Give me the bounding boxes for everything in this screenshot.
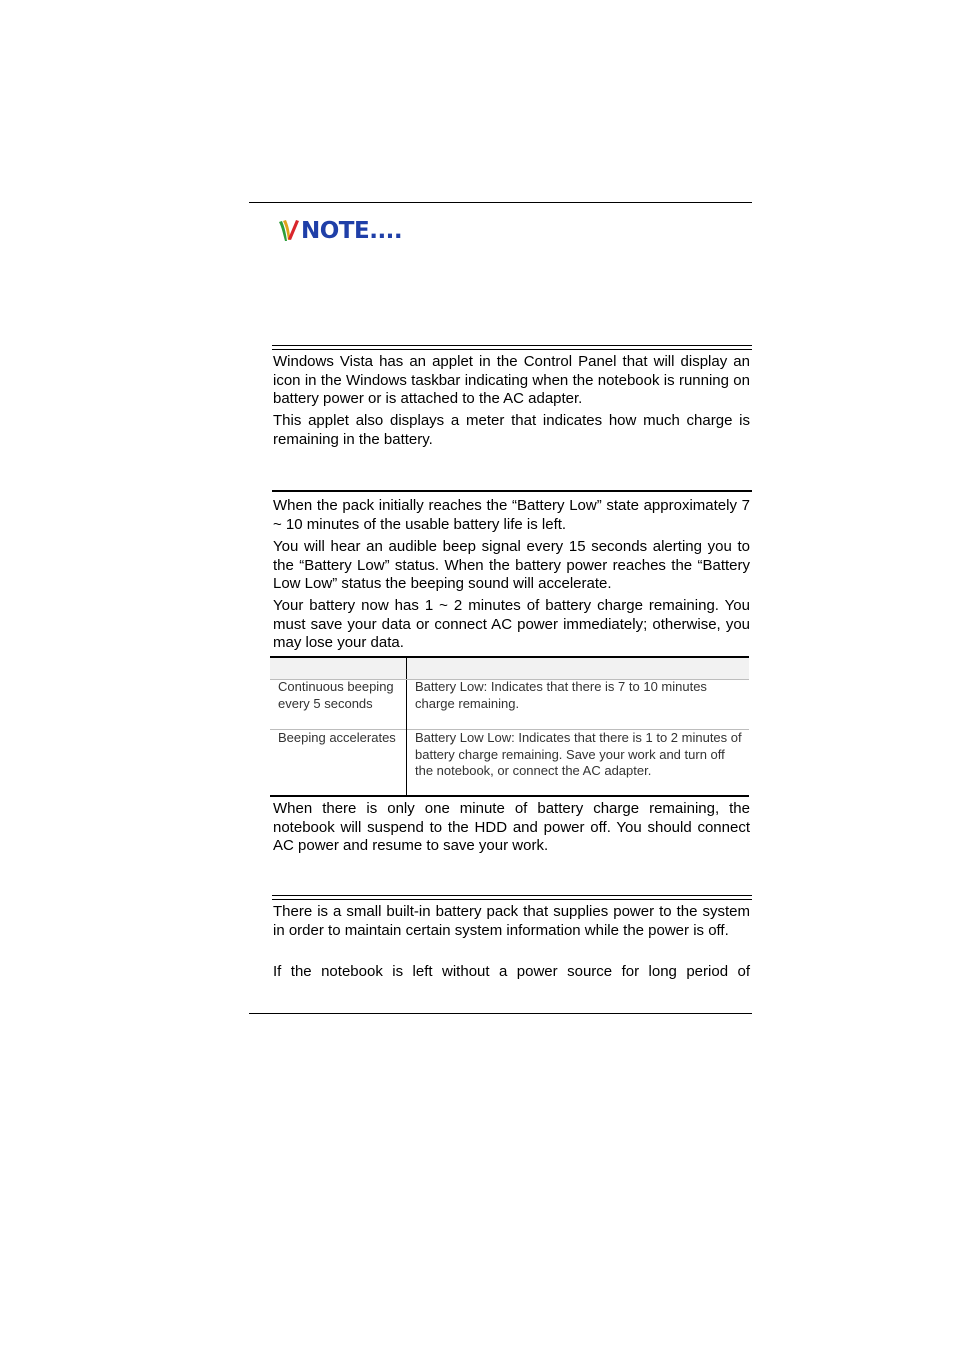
battery-low-paragraph-3: Your battery now has 1 ~ 2 minutes of battery charge remaining. You must save your data or connect AC power immediately; otherwise, you may lose your data. [273, 597, 750, 652]
table-bottom-border [270, 795, 749, 797]
table-cell-signal-2: Beeping accelerates [278, 730, 396, 745]
section-rule-rtc [272, 895, 752, 900]
footer-rule [249, 1013, 752, 1014]
header-rule [249, 202, 752, 203]
note-logo-text: NOTE.... [301, 218, 403, 244]
applet-paragraph-2: This applet also displays a meter that indicates how much charge is remaining in the battery. [273, 412, 750, 448]
rtc-paragraph-2: If the notebook is left without a power source for long period of [273, 963, 750, 980]
battery-low-paragraph-2: You will hear an audible beep signal every 15 seconds alerting you to the “Battery Low” status. When the battery power reaches the “Battery Low Low” status the beeping sound will accelerate. [273, 538, 750, 593]
rtc-paragraph-1: There is a small built-in battery pack that supplies power to the system in order to maintain certain system information while the power is off. [273, 903, 750, 939]
table-column-divider [406, 658, 407, 729]
section-rule-battery-low [272, 490, 752, 492]
battery-low-paragraph-1: When the pack initially reaches the “Battery Low” state approximately 7 ~ 10 minutes of the usable battery life is left. [273, 497, 750, 533]
table-cell-meaning-1: Battery Low: Indicates that there is 7 to 10 minutes charge remaining. [415, 679, 707, 711]
suspend-paragraph: When there is only one minute of battery charge remaining, the notebook will suspend to the HDD and power off. You should connect AC power and resume to save your work. [273, 800, 750, 855]
table-cell-signal-1: Continuous beeping every 5 seconds [278, 679, 394, 711]
table-column-divider-2 [406, 729, 407, 795]
table-header-row [270, 658, 749, 680]
section-rule-applet [272, 345, 752, 350]
note-logo [276, 218, 416, 246]
applet-paragraph-1: Windows Vista has an applet in the Control Panel that will display an icon in the Windows taskbar indicating when the notebook is running on battery power or is attached to the AC adapter. [273, 353, 750, 408]
table-cell-meaning-2: Battery Low Low: Indicates that there is 1 to 2 minutes of battery charge remaining. Save your work and turn off the notebook, or connect the AC adapter. [415, 730, 742, 778]
